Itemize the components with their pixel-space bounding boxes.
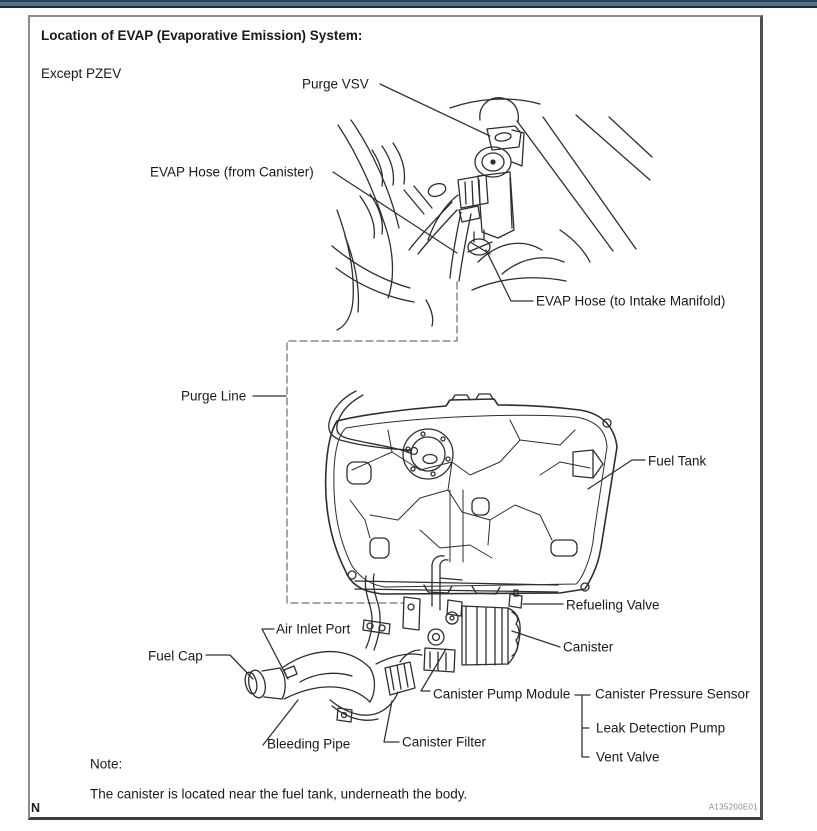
label-canister-pressure-sensor: Canister Pressure Sensor xyxy=(595,686,750,702)
label-canister-pump-module: Canister Pump Module xyxy=(433,686,571,702)
label-air-inlet-port: Air Inlet Port xyxy=(276,621,351,637)
page-marker: N xyxy=(31,801,41,815)
label-fuel-cap: Fuel Cap xyxy=(148,648,203,664)
label-leak-detection-pump: Leak Detection Pump xyxy=(596,720,726,736)
note-text: The canister is located near the fuel tank, underneath the body. xyxy=(90,786,468,802)
label-bleeding-pipe: Bleeding Pipe xyxy=(267,736,351,752)
label-canister: Canister xyxy=(563,639,614,655)
note-heading: Note: xyxy=(90,756,123,772)
top-accent-bar xyxy=(0,0,817,8)
label-purge-line: Purge Line xyxy=(181,388,247,404)
label-refueling-valve: Refueling Valve xyxy=(566,597,660,613)
label-vent-valve: Vent Valve xyxy=(596,749,660,765)
variant-label: Except PZEV xyxy=(41,66,122,81)
figure-code: A135200E01 xyxy=(708,802,758,812)
label-evap-hose-from-canister: EVAP Hose (from Canister) xyxy=(150,164,314,180)
label-evap-hose-to-intake-manifold: EVAP Hose (to Intake Manifold) xyxy=(536,293,726,309)
section-title: Location of EVAP (Evaporative Emission) System: xyxy=(41,28,363,43)
label-canister-filter: Canister Filter xyxy=(402,734,487,750)
label-purge-vsv: Purge VSV xyxy=(302,76,369,92)
label-fuel-tank: Fuel Tank xyxy=(648,453,707,469)
